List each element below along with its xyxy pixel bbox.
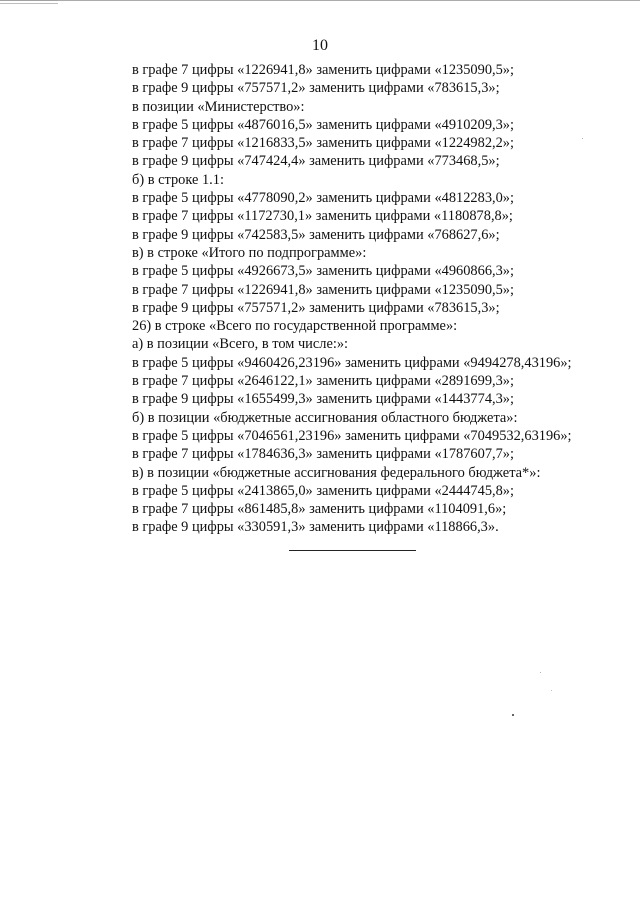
scan-speck: [540, 672, 541, 673]
text-line: в графе 5 цифры «4926673,5» заменить цифрами «4960866,3»;: [132, 263, 514, 280]
text-line: в графе 7 цифры «861485,8» заменить цифрами «1104091,6»;: [132, 501, 507, 518]
text-line: 26) в строке «Всего по государственной программе»:: [132, 318, 458, 335]
text-line: в графе 7 цифры «1226941,8» заменить цифрами «1235090,5»;: [132, 62, 514, 78]
text-line: в графе 5 цифры «9460426,23196» заменить цифрами «9494278,43196»;: [132, 354, 572, 371]
text-line: в графе 5 цифры «2413865,0» заменить цифрами «2444745,8»;: [132, 482, 514, 499]
scan-speck: [551, 690, 552, 691]
text-line: в графе 9 цифры «757571,2» заменить цифрами «783615,3»;: [132, 299, 500, 316]
text-line: в графе 7 цифры «1172730,1» заменить цифрами «1180878,8»;: [132, 208, 513, 225]
text-line: в позиции «Министерство»:: [132, 98, 305, 115]
text-line: в графе 7 цифры «1216833,5» заменить цифрами «1224982,2»;: [132, 135, 514, 152]
text-line: в графе 7 цифры «1226941,8» заменить цифрами «1235090,5»;: [132, 281, 514, 298]
text-line: б) в строке 1.1:: [132, 171, 224, 188]
scan-speck: [512, 714, 514, 716]
text-line: в графе 9 цифры «330591,3» заменить цифрами «118866,3».: [132, 519, 499, 536]
text-line: б) в позиции «бюджетные ассигнования областного бюджета»:: [132, 409, 518, 426]
text-line: в графе 7 цифры «1784636,3» заменить цифрами «1787607,7»;: [132, 446, 514, 463]
text-line: в графе 9 цифры «747424,4» заменить цифрами «773468,5»;: [132, 153, 500, 170]
text-line: в) в строке «Итого по подпрограмме»:: [132, 244, 367, 261]
text-line: в графе 7 цифры «2646122,1» заменить цифрами «2891699,3»;: [132, 373, 514, 390]
document-body: [132, 61, 622, 537]
text-line: а) в позиции «Всего, в том числе:»:: [132, 336, 349, 353]
text-line: в графе 5 цифры «4778090,2» заменить цифрами «4812283,0»;: [132, 190, 514, 207]
text-line: в графе 9 цифры «1655499,3» заменить цифрами «1443774,3»;: [132, 391, 514, 408]
text-line: в графе 9 цифры «742583,5» заменить цифрами «768627,6»;: [132, 226, 500, 243]
text-line: в графе 5 цифры «7046561,23196» заменить цифрами «7049532,63196»;: [132, 427, 572, 444]
end-of-text-rule: [289, 550, 416, 551]
scan-artifact: [0, 0, 58, 10]
scan-speck: [582, 138, 583, 139]
page-number: 10: [312, 37, 328, 54]
scan-edge-line: [58, 0, 640, 1]
text-line: в) в позиции «бюджетные ассигнования федерального бюджета*»:: [132, 464, 541, 481]
text-line: в графе 9 цифры «757571,2» заменить цифрами «783615,3»;: [132, 80, 500, 97]
text-line: в графе 5 цифры «4876016,5» заменить цифрами «4910209,3»;: [132, 116, 514, 133]
